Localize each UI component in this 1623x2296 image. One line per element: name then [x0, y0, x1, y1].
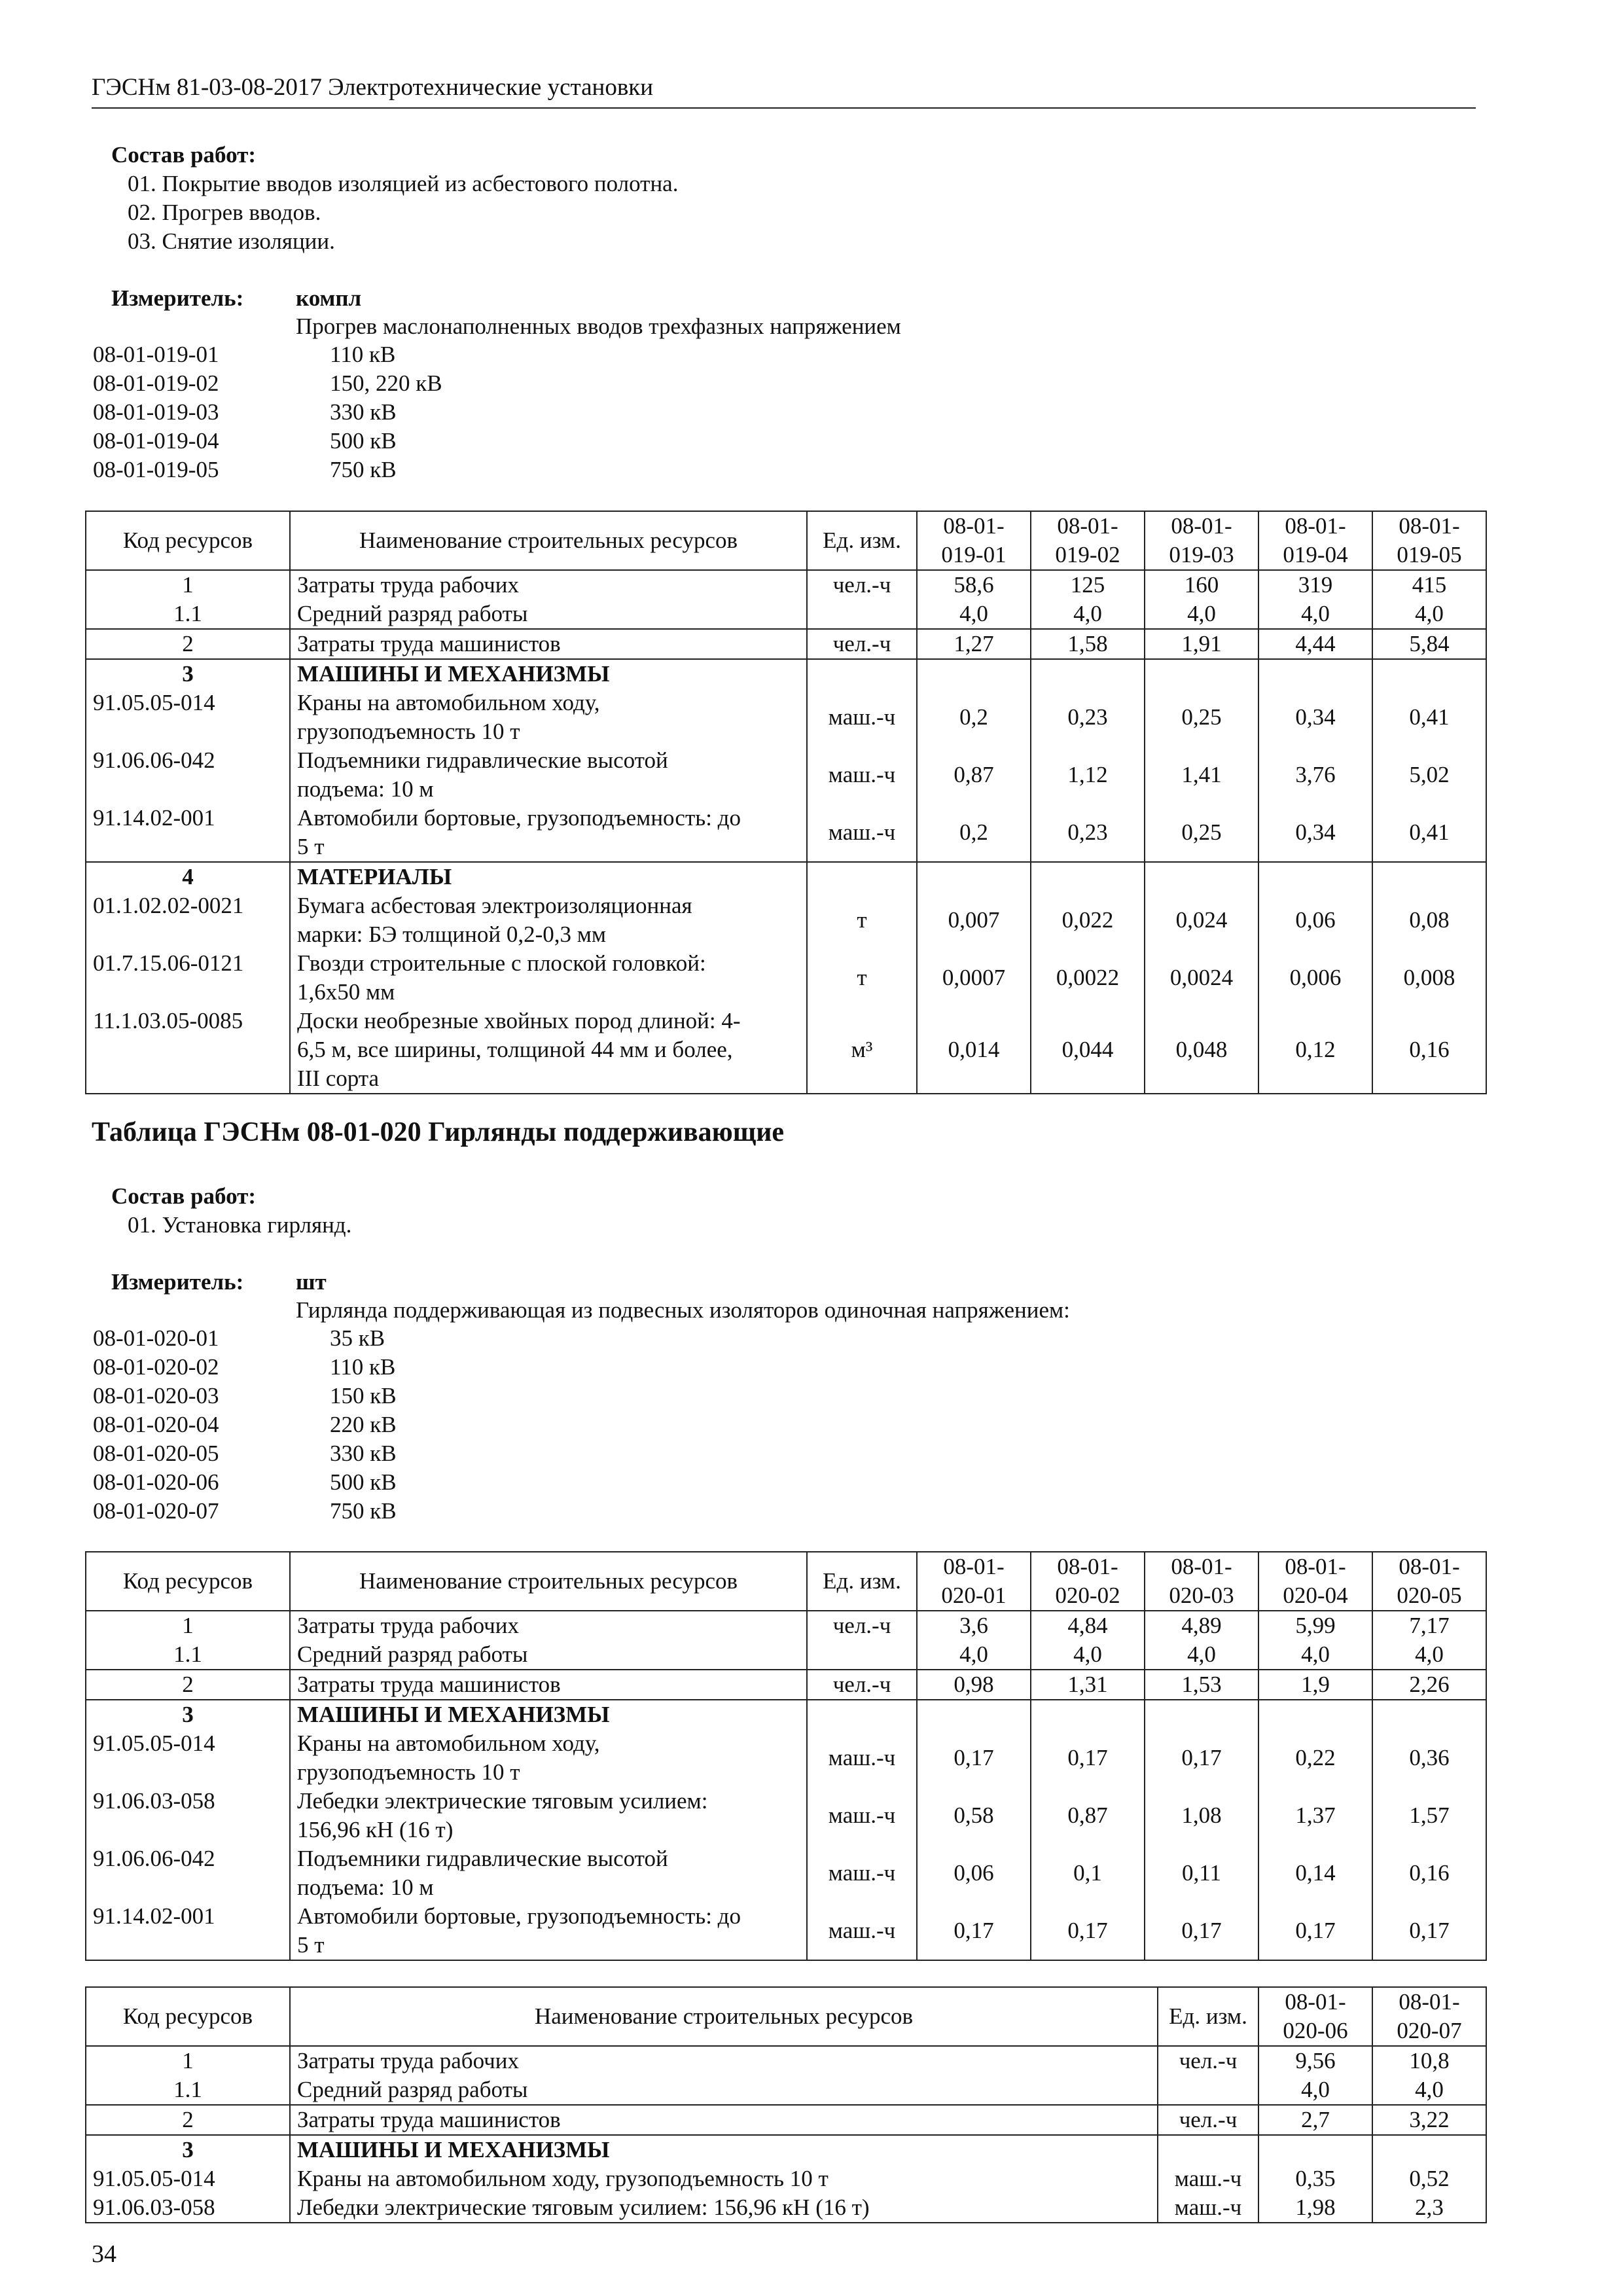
unit	[807, 1640, 917, 1670]
norm-value: 0,008	[1372, 949, 1486, 1007]
norm-value: 0,1	[1031, 1844, 1145, 1902]
norm-value: 0,014	[917, 1007, 1031, 1094]
table-row	[86, 862, 1486, 891]
table-row	[86, 1640, 1486, 1670]
unit: чел.-ч	[807, 629, 917, 659]
resource-code: 1	[86, 2046, 290, 2075]
resource-code: 91.06.03-058	[86, 1787, 290, 1844]
norm-value: 125	[1031, 570, 1145, 600]
norm-value	[1145, 659, 1258, 689]
resource-name: Краны на автомобильном ходу, грузоподъемность 10 т	[290, 1729, 807, 1787]
table-row	[86, 2046, 1486, 2075]
norm-value: 0,0022	[1031, 949, 1145, 1007]
item-label: 500 кВ	[330, 1469, 397, 1495]
resource-name: Лебедки электрические тяговым усилием: 156,96 кН (16 т)	[290, 2193, 1158, 2223]
norm-value: 0,14	[1258, 1844, 1372, 1902]
unit: маш.-ч	[807, 804, 917, 862]
resource-code: 4	[86, 862, 290, 891]
table-row	[86, 1787, 1486, 1844]
norm-value: 4,0	[1258, 2075, 1372, 2105]
norm-value: 0,34	[1258, 689, 1372, 746]
resource-code: 1.1	[86, 600, 290, 629]
norm-value: 4,0	[917, 1640, 1031, 1670]
column-header: 08-01- 020-03	[1145, 1552, 1258, 1611]
norm-value: 0,06	[917, 1844, 1031, 1902]
column-header: Наименование строительных ресурсов	[290, 511, 807, 570]
resource-code: 2	[86, 2105, 290, 2135]
column-header: Наименование строительных ресурсов	[290, 1552, 807, 1611]
item-code: 08-01-019-01	[93, 342, 219, 367]
norm-value: 0,36	[1372, 1729, 1486, 1787]
norm-value: 0,98	[917, 1670, 1031, 1700]
norm-value: 0,58	[917, 1787, 1031, 1844]
table-title: Таблица ГЭСНм 08-01-020 Гирлянды поддерживающие	[92, 1117, 785, 1147]
norm-value	[1031, 862, 1145, 891]
norm-value: 0,25	[1145, 689, 1258, 746]
column-header: 08-01- 019-01	[917, 511, 1031, 570]
norm-value: 2,7	[1258, 2105, 1372, 2135]
table-header-row	[86, 511, 1486, 570]
resource-name: Затраты труда машинистов	[290, 629, 807, 659]
norm-value: 0,17	[917, 1902, 1031, 1960]
item-code: 08-01-019-02	[93, 370, 219, 396]
unit: чел.-ч	[1158, 2105, 1258, 2135]
norm-value: 0,024	[1145, 891, 1258, 949]
resource-code: 1.1	[86, 1640, 290, 1670]
norm-value	[1372, 1700, 1486, 1729]
norm-value	[917, 1700, 1031, 1729]
resource-code: 91.05.05-014	[86, 1729, 290, 1787]
item-label: 220 кВ	[330, 1412, 397, 1437]
table-row	[86, 949, 1486, 1007]
column-header: Ед. изм.	[807, 511, 917, 570]
norm-value: 4,0	[1031, 1640, 1145, 1670]
norm-value: 3,22	[1372, 2105, 1486, 2135]
resource-name: МАШИНЫ И МЕХАНИЗМЫ	[290, 1700, 807, 1729]
resource-name: Краны на автомобильном ходу, грузоподъемность 10 т	[290, 2164, 1158, 2193]
resource-code: 1	[86, 570, 290, 600]
table-row	[86, 2135, 1486, 2164]
unit	[1158, 2135, 1258, 2164]
norm-value: 0,17	[1145, 1729, 1258, 1787]
norm-value	[1145, 1700, 1258, 1729]
table-row	[86, 1670, 1486, 1700]
table-header-row	[86, 1987, 1486, 2046]
unit: т	[807, 891, 917, 949]
table-row	[86, 2193, 1486, 2223]
table-row	[86, 804, 1486, 862]
meter-label: Измеритель:	[111, 1269, 244, 1295]
resource-code: 91.05.05-014	[86, 689, 290, 746]
table-row	[86, 891, 1486, 949]
table-row	[86, 746, 1486, 804]
item-code: 08-01-019-05	[93, 457, 219, 482]
resource-code: 1	[86, 1611, 290, 1640]
unit	[807, 659, 917, 689]
resource-name: Гвозди строительные с плоской головкой: 1,6х50 мм	[290, 949, 807, 1007]
norm-value: 0,23	[1031, 804, 1145, 862]
unit: маш.-ч	[807, 689, 917, 746]
column-header: Код ресурсов	[86, 511, 290, 570]
norm-value	[1031, 659, 1145, 689]
norm-value: 4,44	[1258, 629, 1372, 659]
norm-value: 415	[1372, 570, 1486, 600]
resource-name: Средний разряд работы	[290, 2075, 1158, 2105]
norm-value: 0,048	[1145, 1007, 1258, 1094]
norm-value: 0,17	[917, 1729, 1031, 1787]
column-header: Код ресурсов	[86, 1552, 290, 1611]
norm-value: 4,89	[1145, 1611, 1258, 1640]
resource-name: Лебедки электрические тяговым усилием: 156,96 кН (16 т)	[290, 1787, 807, 1844]
item-code: 08-01-020-02	[93, 1354, 219, 1380]
table-row	[86, 600, 1486, 629]
resource-code: 91.06.06-042	[86, 746, 290, 804]
resource-code: 91.06.03-058	[86, 2193, 290, 2223]
norm-value: 4,0	[1372, 1640, 1486, 1670]
column-header: 08-01- 020-01	[917, 1552, 1031, 1611]
norm-value: 0,17	[1372, 1902, 1486, 1960]
norm-value	[1258, 2135, 1372, 2164]
resource-code: 2	[86, 1670, 290, 1700]
resource-code: 2	[86, 629, 290, 659]
norm-value: 160	[1145, 570, 1258, 600]
resource-code: 91.05.05-014	[86, 2164, 290, 2193]
norm-value: 0,0024	[1145, 949, 1258, 1007]
unit: маш.-ч	[807, 1902, 917, 1960]
unit	[807, 600, 917, 629]
column-header: 08-01- 020-02	[1031, 1552, 1145, 1611]
norm-value: 1,27	[917, 629, 1031, 659]
resource-code: 01.7.15.06-0121	[86, 949, 290, 1007]
unit: маш.-ч	[807, 1787, 917, 1844]
norm-value: 1,9	[1258, 1670, 1372, 1700]
norm-value: 4,0	[1258, 1640, 1372, 1670]
meter-value: шт	[296, 1269, 327, 1295]
norm-value: 0,007	[917, 891, 1031, 949]
resource-name: Автомобили бортовые, грузоподъемность: до 5 т	[290, 1902, 807, 1960]
meter-label: Измеритель:	[111, 285, 244, 311]
norm-value: 5,84	[1372, 629, 1486, 659]
norm-value: 1,08	[1145, 1787, 1258, 1844]
norm-value: 0,87	[1031, 1787, 1145, 1844]
item-code-list-2	[93, 1324, 219, 1526]
composition-block-2	[111, 1182, 351, 1240]
resource-name: Затраты труда машинистов	[290, 2105, 1158, 2135]
table-row	[86, 1611, 1486, 1640]
unit: маш.-ч	[1158, 2164, 1258, 2193]
norm-value: 2,3	[1372, 2193, 1486, 2223]
norm-value: 5,99	[1258, 1611, 1372, 1640]
resource-code: 1.1	[86, 2075, 290, 2105]
norm-value: 4,0	[1258, 600, 1372, 629]
unit: чел.-ч	[807, 1670, 917, 1700]
column-header: 08-01- 020-07	[1372, 1987, 1486, 2046]
norm-value: 0,2	[917, 689, 1031, 746]
table-row	[86, 689, 1486, 746]
resource-code: 01.1.02.02-0021	[86, 891, 290, 949]
resources-table-020-a	[85, 1551, 1487, 1961]
item-label-list-2	[330, 1324, 397, 1526]
norm-value: 0,006	[1258, 949, 1372, 1007]
item-label: 500 кВ	[330, 428, 397, 454]
page-header: ГЭСНм 81-03-08-2017 Электротехнические установки	[92, 73, 1476, 109]
column-header: 08-01- 019-04	[1258, 511, 1372, 570]
composition-block-1	[111, 141, 678, 256]
norm-value: 0,87	[917, 746, 1031, 804]
norm-value: 0,11	[1145, 1844, 1258, 1902]
norm-value: 0,35	[1258, 2164, 1372, 2193]
column-header: Ед. изм.	[1158, 1987, 1258, 2046]
column-header: 08-01- 020-05	[1372, 1552, 1486, 1611]
norm-value: 0,0007	[917, 949, 1031, 1007]
composition-item: 01. Установка гирлянд.	[128, 1212, 352, 1238]
resource-name: Бумага асбестовая электроизоляционная марки: БЭ толщиной 0,2-0,3 мм	[290, 891, 807, 949]
norm-value: 0,17	[1031, 1902, 1145, 1960]
table-row	[86, 2075, 1486, 2105]
resource-name: Доски необрезные хвойных пород длиной: 4- 6,5 м, все ширины, толщиной 44 мм и более, III сорта	[290, 1007, 807, 1094]
norm-value: 319	[1258, 570, 1372, 600]
resource-name: Затраты труда рабочих	[290, 1611, 807, 1640]
norm-value	[1372, 659, 1486, 689]
norm-value: 0,16	[1372, 1007, 1486, 1094]
item-label-list-1	[330, 340, 442, 484]
norm-value: 10,8	[1372, 2046, 1486, 2075]
unit: т	[807, 949, 917, 1007]
norm-value: 7,17	[1372, 1611, 1486, 1640]
norm-value: 4,0	[1145, 600, 1258, 629]
norm-value: 1,37	[1258, 1787, 1372, 1844]
norm-value: 1,31	[1031, 1670, 1145, 1700]
table-row	[86, 1700, 1486, 1729]
composition-item: 01. Покрытие вводов изоляцией из асбестового полотна.	[128, 171, 679, 196]
norm-value	[1258, 1700, 1372, 1729]
norm-value: 0,22	[1258, 1729, 1372, 1787]
resource-code: 91.14.02-001	[86, 1902, 290, 1960]
item-label: 110 кВ	[330, 342, 396, 367]
resource-name: Средний разряд работы	[290, 1640, 807, 1670]
column-header: Код ресурсов	[86, 1987, 290, 2046]
item-code: 08-01-020-04	[93, 1412, 219, 1437]
norm-value: 1,53	[1145, 1670, 1258, 1700]
unit: маш.-ч	[807, 1844, 917, 1902]
unit	[807, 862, 917, 891]
resource-name: Затраты труда рабочих	[290, 2046, 1158, 2075]
column-header: 08-01- 020-06	[1258, 1987, 1372, 2046]
norm-value: 0,17	[1145, 1902, 1258, 1960]
resource-name: Подъемники гидравлические высотой подъема: 10 м	[290, 1844, 807, 1902]
norm-value: 0,08	[1372, 891, 1486, 949]
item-code: 08-01-020-05	[93, 1441, 219, 1466]
norm-value: 0,12	[1258, 1007, 1372, 1094]
norm-value: 1,41	[1145, 746, 1258, 804]
norm-value: 4,0	[1145, 1640, 1258, 1670]
item-label: 150 кВ	[330, 1383, 397, 1408]
unit: маш.-ч	[807, 1729, 917, 1787]
norm-value: 0,2	[917, 804, 1031, 862]
table-row	[86, 1844, 1486, 1902]
table-row	[86, 629, 1486, 659]
column-header: 08-01- 020-04	[1258, 1552, 1372, 1611]
item-label: 750 кВ	[330, 1498, 397, 1524]
norm-value: 4,0	[1372, 600, 1486, 629]
resource-name: Краны на автомобильном ходу, грузоподъемность 10 т	[290, 689, 807, 746]
item-code: 08-01-020-03	[93, 1383, 219, 1408]
norm-value: 0,34	[1258, 804, 1372, 862]
resources-table-019	[85, 511, 1487, 1094]
unit: маш.-ч	[1158, 2193, 1258, 2223]
norm-value	[917, 659, 1031, 689]
norm-value: 4,84	[1031, 1611, 1145, 1640]
column-header: 08-01- 019-05	[1372, 511, 1486, 570]
norm-value: 3,6	[917, 1611, 1031, 1640]
norm-value: 1,58	[1031, 629, 1145, 659]
resource-name: Затраты труда рабочих	[290, 570, 807, 600]
norm-value: 0,17	[1258, 1902, 1372, 1960]
meter-value: компл	[296, 285, 362, 311]
resources-table-020-b	[85, 1986, 1487, 2223]
item-code: 08-01-020-01	[93, 1325, 219, 1351]
norm-value: 3,76	[1258, 746, 1372, 804]
norm-value: 1,57	[1372, 1787, 1486, 1844]
norm-value	[1031, 1700, 1145, 1729]
resource-name: МАТЕРИАЛЫ	[290, 862, 807, 891]
item-code: 08-01-020-07	[93, 1498, 219, 1524]
meter-description: Гирлянда поддерживающая из подвесных изоляторов одиночная напряжением:	[296, 1297, 1070, 1323]
resource-name: Затраты труда машинистов	[290, 1670, 807, 1700]
meter-description: Прогрев маслонаполненных вводов трехфазных напряжением	[296, 314, 901, 339]
norm-value	[1372, 862, 1486, 891]
norm-value	[917, 862, 1031, 891]
unit	[807, 1700, 917, 1729]
column-header: 08-01- 019-03	[1145, 511, 1258, 570]
norm-value: 0,41	[1372, 804, 1486, 862]
norm-value: 0,044	[1031, 1007, 1145, 1094]
norm-value: 1,98	[1258, 2193, 1372, 2223]
norm-value: 0,022	[1031, 891, 1145, 949]
item-code: 08-01-019-03	[93, 399, 219, 425]
unit: чел.-ч	[1158, 2046, 1258, 2075]
resource-name: МАШИНЫ И МЕХАНИЗМЫ	[290, 659, 807, 689]
unit: м³	[807, 1007, 917, 1094]
composition-label: Состав работ:	[111, 142, 256, 168]
norm-value: 4,0	[1372, 2075, 1486, 2105]
item-label: 330 кВ	[330, 1441, 397, 1466]
table-row	[86, 2164, 1486, 2193]
table-row	[86, 1902, 1486, 1960]
item-label: 110 кВ	[330, 1354, 396, 1380]
norm-value: 4,0	[1031, 600, 1145, 629]
table-header-row	[86, 1552, 1486, 1611]
item-code: 08-01-019-04	[93, 428, 219, 454]
unit	[1158, 2075, 1258, 2105]
column-header: Наименование строительных ресурсов	[290, 1987, 1158, 2046]
item-label: 35 кВ	[330, 1325, 385, 1351]
norm-value: 4,0	[917, 600, 1031, 629]
resource-name: Средний разряд работы	[290, 600, 807, 629]
norm-value: 0,25	[1145, 804, 1258, 862]
unit: чел.-ч	[807, 570, 917, 600]
norm-value	[1258, 659, 1372, 689]
unit: чел.-ч	[807, 1611, 917, 1640]
norm-value: 58,6	[917, 570, 1031, 600]
resource-name: МАШИНЫ И МЕХАНИЗМЫ	[290, 2135, 1158, 2164]
table-row	[86, 1007, 1486, 1094]
resource-name: Подъемники гидравлические высотой подъема: 10 м	[290, 746, 807, 804]
item-label: 750 кВ	[330, 457, 397, 482]
norm-value: 2,26	[1372, 1670, 1486, 1700]
composition-item: 02. Прогрев вводов.	[128, 200, 321, 225]
table-row	[86, 2105, 1486, 2135]
composition-item: 03. Снятие изоляции.	[128, 228, 335, 254]
norm-value	[1258, 862, 1372, 891]
norm-value: 0,41	[1372, 689, 1486, 746]
resource-code: 91.06.06-042	[86, 1844, 290, 1902]
resource-code: 3	[86, 659, 290, 689]
resource-code: 91.14.02-001	[86, 804, 290, 862]
composition-label: Состав работ:	[111, 1183, 256, 1209]
resource-code: 3	[86, 2135, 290, 2164]
norm-value: 9,56	[1258, 2046, 1372, 2075]
column-header: 08-01- 019-02	[1031, 511, 1145, 570]
norm-value: 1,91	[1145, 629, 1258, 659]
norm-value	[1145, 862, 1258, 891]
norm-value: 0,17	[1031, 1729, 1145, 1787]
norm-value	[1372, 2135, 1486, 2164]
table-row	[86, 659, 1486, 689]
norm-value: 0,16	[1372, 1844, 1486, 1902]
norm-value: 0,52	[1372, 2164, 1486, 2193]
item-code: 08-01-020-06	[93, 1469, 219, 1495]
page-number: 34	[92, 2240, 116, 2268]
resource-code: 11.1.03.05-0085	[86, 1007, 290, 1094]
norm-value: 5,02	[1372, 746, 1486, 804]
item-label: 150, 220 кВ	[330, 370, 442, 396]
norm-value: 0,23	[1031, 689, 1145, 746]
norm-value: 0,06	[1258, 891, 1372, 949]
norm-value: 1,12	[1031, 746, 1145, 804]
table-row	[86, 570, 1486, 600]
item-label: 330 кВ	[330, 399, 397, 425]
column-header: Ед. изм.	[807, 1552, 917, 1611]
resource-code: 3	[86, 1700, 290, 1729]
table-row	[86, 1729, 1486, 1787]
resource-name: Автомобили бортовые, грузоподъемность: до 5 т	[290, 804, 807, 862]
item-code-list-1	[93, 340, 219, 484]
unit: маш.-ч	[807, 746, 917, 804]
